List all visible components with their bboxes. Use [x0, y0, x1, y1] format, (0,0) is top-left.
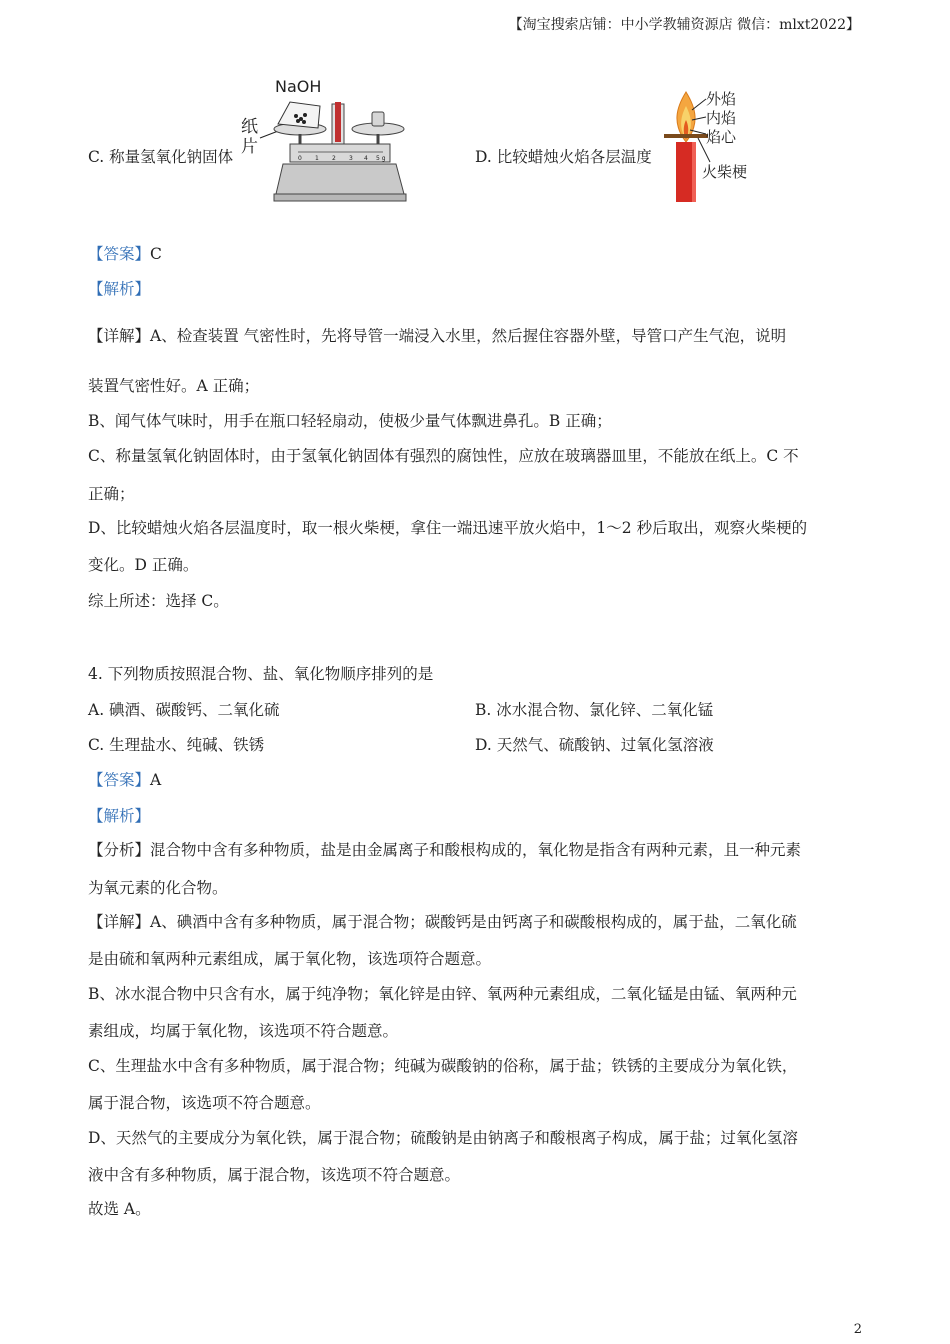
- q3-detail-line-1: 装置气密性好。A 正确；: [88, 377, 260, 395]
- q4-analysis-line-1: 为氧元素的化合物。: [88, 879, 228, 897]
- detail-tag: 【详解】: [88, 327, 151, 345]
- page-header: 【淘宝搜索店铺：中小学教辅资源店 微信：mlxt2022】: [508, 17, 860, 33]
- q4-option-c: C. 生理盐水、纯碱、铁锈: [88, 736, 265, 754]
- q3-detail-line-3: C、称量氢氧化钠固体时，由于氢氧化钠固体有强烈的腐蚀性，应放在玻璃器皿里，不能放在纸上。C 不: [88, 447, 799, 465]
- scale-tick-2: 2: [332, 155, 336, 162]
- analysis-label: 【分析】: [88, 841, 151, 859]
- q4-detail-line-2: B、冰水混合物中只含有水，属于纯净物；氧化锌是由锌、氧两种元素组成，二氧化锰是由锰、氧两种元: [88, 985, 797, 1003]
- scale-tick-4: 4: [364, 155, 368, 162]
- q4-stem: 4. 下列物质按照混合物、盐、氧化物顺序排列的是: [88, 665, 434, 683]
- q4-detail-line-1: 是由硫和氧两种元素组成，属于氧化物，该选项符合题意。: [88, 950, 492, 968]
- flame-core-label: 焰心: [706, 128, 737, 146]
- q3-detail-line-2: B、闻气体气味时，用手在瓶口轻轻扇动，使极少量气体飘进鼻孔。B 正确；: [88, 412, 612, 430]
- scale-tick-3: 3: [349, 155, 353, 162]
- q3-analysis-tag: 【解析】: [88, 280, 151, 298]
- q4-detail-line-7: 液中含有多种物质，属于混合物，该选项不符合题意。: [88, 1166, 461, 1184]
- answer-value: C: [150, 245, 162, 263]
- q4-detail-line-3: 素组成，均属于氧化物，该选项不符合题意。: [88, 1022, 399, 1040]
- q3-detail-line-0: 【详解】A、检查装置 气密性时，先将导管一端浸入水里，然后握住容器外壁，导管口产生气泡，说明: [88, 327, 787, 345]
- q4-analysis-line-0: 【分析】混合物中含有多种物质，盐是由金属离子和酸根构成的，氧化物是指含有两种元素，且一种元素: [88, 841, 802, 859]
- inner-flame-label: 内焰: [706, 109, 737, 127]
- q4-detail-line-5: 属于混合物，该选项不符合题意。: [88, 1094, 321, 1112]
- scale-tick-1: 1: [315, 155, 319, 162]
- q3-answer: [88, 242, 162, 264]
- paper-sheet: [278, 102, 320, 128]
- q3-detail-line-6: 变化。D 正确。: [88, 556, 199, 574]
- page-number: 2: [853, 1322, 862, 1337]
- q3-detail-line-4: 正确；: [88, 485, 135, 503]
- paper-label-2: 片: [241, 137, 258, 157]
- q4-option-a: A. 碘酒、碳酸钙、二氧化硫: [88, 701, 280, 719]
- q4-answer: [88, 768, 161, 790]
- answer-tag: 【答案】: [88, 245, 151, 263]
- option-d-prev: D. 比较蜡烛火焰各层温度: [475, 148, 652, 166]
- answer-tag: 【答案】: [88, 771, 151, 789]
- q4-detail-line-8: 故选 A。: [88, 1200, 151, 1218]
- candle-figure: [662, 86, 772, 204]
- outer-flame-label: 外焰: [706, 90, 737, 108]
- q4-option-b: B. 冰水混合物、氯化锌、二氧化锰: [475, 701, 714, 719]
- answer-value: A: [150, 771, 162, 789]
- q4-option-d: D. 天然气、硫酸钠、过氧化氢溶液: [475, 736, 714, 754]
- q4-detail-line-4: C、生理盐水中含有多种物质，属于混合物；纯碱为碳酸钠的俗称，属于盐；铁锈的主要成分为氧化铁，: [88, 1057, 798, 1075]
- detail-tag: 【详解】: [88, 913, 151, 931]
- q3-detail-line-7: 综上所述：选择 C。: [88, 592, 229, 610]
- scale-tick-0: 0: [298, 155, 302, 162]
- scale-tick-5: 5 g: [376, 155, 386, 162]
- paper-label-1: 纸: [241, 117, 258, 137]
- balance-figure: [238, 72, 408, 204]
- q4-detail-line-0: 【详解】A、碘酒中含有多种物质，属于混合物；碳酸钙是由钙离子和碳酸根构成的，属于盐，二氧化硫: [88, 913, 797, 931]
- q4-analysis-tag: 【解析】: [88, 807, 151, 825]
- q4-detail-line-6: D、天然气的主要成分为氧化铁，属于混合物；硫酸钠是由钠离子和酸根离子构成，属于盐；过氧化氢溶: [88, 1129, 798, 1147]
- option-c-prev: C. 称量氢氧化钠固体: [88, 148, 234, 166]
- q3-detail-line-5: D、比较蜡烛火焰各层温度时，取一根火柴梗，拿住一端迅速平放火焰中，1～2 秒后取出，观察火柴梗的: [88, 519, 808, 537]
- naoh-label: NaOH: [275, 77, 322, 96]
- match-label: 火柴梗: [702, 163, 748, 181]
